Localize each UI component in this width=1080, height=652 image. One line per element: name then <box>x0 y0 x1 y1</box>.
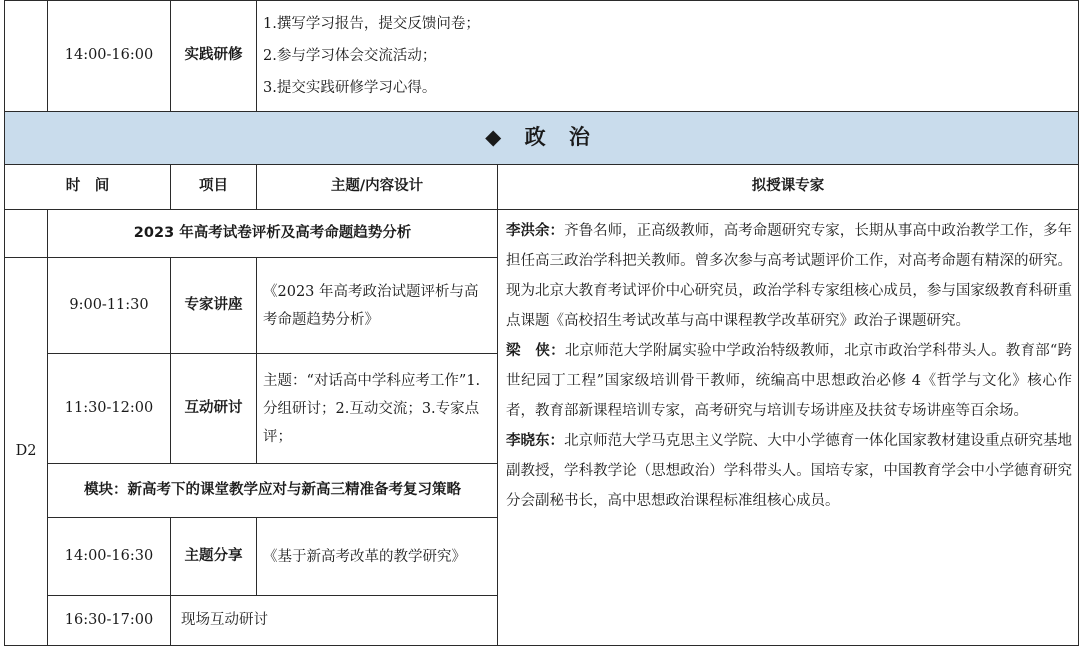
schedule-table <box>4 0 1079 646</box>
header-time: 时 间 <box>5 165 171 210</box>
session-time: 14:00-16:30 <box>48 518 171 596</box>
practice-time: 14:00-16:00 <box>48 1 171 112</box>
practice-row <box>5 1 1079 112</box>
header-project: 项目 <box>171 165 257 210</box>
morning-module-title: 2023 年高考试卷评析及高考命题趋势分析 <box>48 210 498 258</box>
session-content: 主题：“对话高中学科应考工作”1.分组研讨；2.互动交流；3.专家点评； <box>257 354 498 464</box>
session-content: 《基于新高考改革的教学研究》 <box>257 518 498 596</box>
day-label: D2 <box>5 258 48 646</box>
practice-items <box>257 1 1079 112</box>
expert-name: 李洪余： <box>506 223 565 239</box>
expert-name: 梁 侠： <box>506 343 565 359</box>
header-experts: 拟授课专家 <box>498 165 1079 210</box>
header-row <box>5 165 1079 210</box>
session-time: 9:00-11:30 <box>48 258 171 354</box>
blank-cell <box>5 1 48 112</box>
section-title: 政 治 <box>524 125 598 150</box>
practice-item: 2.参与学习体会交流活动； <box>263 48 437 64</box>
section-banner-row <box>5 112 1079 165</box>
expert-bio: 北京师范大学马克思主义学院、大中小学德育一体化国家教材建设重点研究基地副教授，学科教学论（思想政治）学科带头人。国培专家，中国教育学会中小学德育研究分会副秘书长，高中思想政治课程标准组核心成员。 <box>506 433 1073 509</box>
session-time: 11:30-12:00 <box>48 354 171 464</box>
session-project: 互动研讨 <box>171 354 257 464</box>
module-row <box>5 210 1079 258</box>
afternoon-module-title: 模块：新高考下的课堂教学应对与新高三精准备考复习策略 <box>48 464 498 518</box>
blank-cell <box>5 210 48 258</box>
header-content: 主题/内容设计 <box>257 165 498 210</box>
diamond-icon: ◆ <box>485 125 510 150</box>
expert-bio: 齐鲁名师，正高级教师，高考命题研究专家，长期从事高中政治教学工作，多年担任高三政治学科把关教师。曾多次参与高考试题评价工作，对高考命题有精深的研究。现为北京大教育考试评价中心研究员，政治学科专家组核心成员，参与国家级教育科研重点课题《高校招生考试改革与高中课程教学改革研究》政治子课题研究。 <box>506 223 1073 329</box>
practice-project: 实践研修 <box>171 1 257 112</box>
experts-cell <box>498 210 1079 646</box>
practice-item: 3.提交实践研修学习心得。 <box>263 80 437 96</box>
session-project: 主题分享 <box>171 518 257 596</box>
section-banner <box>5 112 1079 165</box>
expert-entry <box>506 336 1072 426</box>
expert-entry <box>506 426 1072 516</box>
session-time: 16:30-17:00 <box>48 596 171 646</box>
session-content: 《2023 年高考政治试题评析与高考命题趋势分析》 <box>257 258 498 354</box>
session-project: 专家讲座 <box>171 258 257 354</box>
session-project: 现场互动研讨 <box>171 596 498 646</box>
expert-bio: 北京师范大学附属实验中学政治特级教师，北京市政治学科带头人。教育部“跨世纪园丁工程”国家级培训骨干教师，统编高中思想政治必修 4《哲学与文化》核心作者，教育部新课程培训专家，高考研究与培训专场讲座及扶贫专场讲座等百余场。 <box>506 343 1073 419</box>
practice-item: 1.撰写学习报告，提交反馈问卷； <box>263 16 480 32</box>
expert-entry <box>506 216 1072 336</box>
expert-name: 李晓东： <box>506 433 565 449</box>
